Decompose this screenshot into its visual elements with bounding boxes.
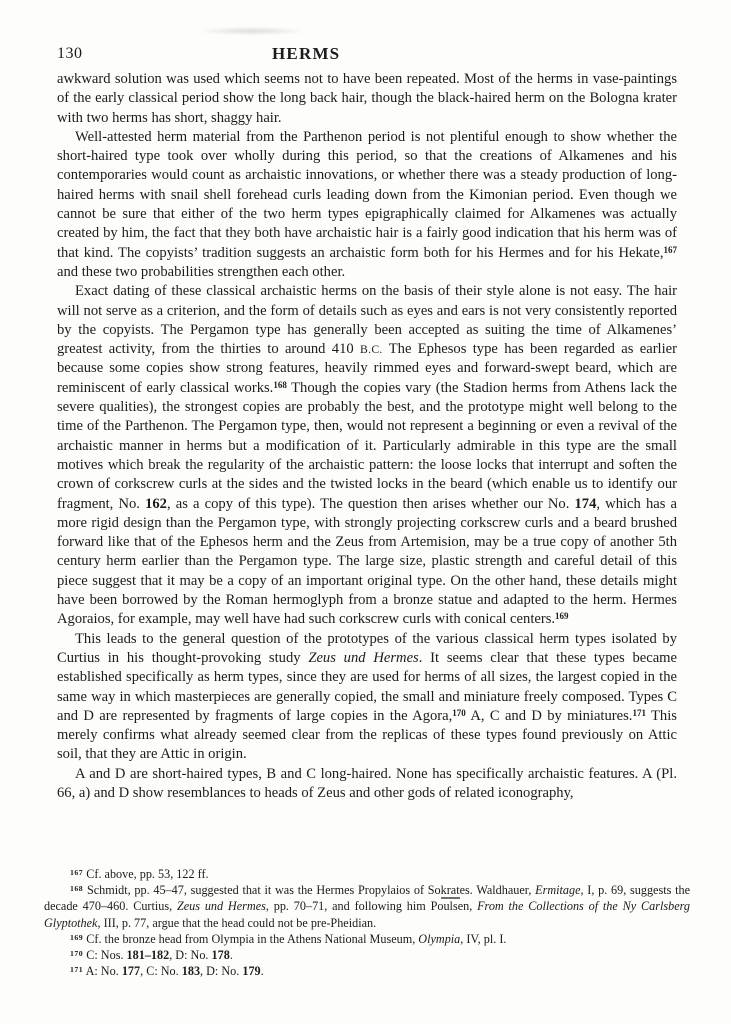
para-1: [57, 70, 677, 128]
footnotes: [44, 866, 690, 979]
footnote-reference: 171: [632, 707, 646, 718]
text-run: Though the copies vary (the Stadion herms from Athens lack the severe qualities), the strongest copies are probably the best, and the prototype might well belong to the time of the Parthenon. The Pergamon type, then, would not represent a beginning or even a revival of the archaistic manner in herms but a modification of it. Particularly admirable in this type are the small motives which break the regularity of the archaistic pattern: the loose locks that interrupt and soften the crown of corkscrew curls at the sides and the twisted locks in the beard (which enable us to identify our fragment, No.: [57, 379, 677, 512]
text-run: This merely confirms what already seemed clear from the replicas of these types found previously on Attic soil, that they are Attic in origin.: [57, 707, 677, 763]
text-run: The Ephesos type has been regarded as earlier because some copies show strong features, heavily rimmed eyes and forward-swept beard, which are reminiscent of early classical works.: [57, 341, 678, 396]
text-run: A: No.: [83, 964, 122, 979]
text-run: , which has a more rigid design than the Pergamon type, with strongly projecting corkscrew curls and a beard brushed forward like that of the Ephesos herm and the Zeus from Artemision, may be a true copy of another 5th century herm earlier than the Pergamon type. The large size, plastic strength and careful detail of this piece suggest that it may be a copy of an important original type. On the other hand, these details might have been borrowed by the Roman hermoglyph from a bronze statue and adapted to the herm. Hermes Agoraios, for example, may well have had such corkscrew curls with conical centers.: [57, 495, 678, 628]
footnote-170: [44, 947, 690, 963]
text-run: .: [229, 948, 233, 963]
text-run: C: Nos.: [83, 948, 127, 963]
text-run: Well-attested herm material from the Parthenon period is not plentiful enough to show whether the short-haired type took over wholly during this period, so that the creations of Alkamenes and his contemporaries would count as archaistic innovations, or whether there was a steady production of long-haired herms with snail shell forehead curls leading down from the Kimonian period. Even though we cannot be sure that either of the two herm types epigraphically claimed for Alkamenes was actually created by him, the fact that they both have archaistic hair is a fairly good indication that his herm was of that kind. The copyists’ tradition suggests an archaistic form both for his Hermes and for his Hekate,: [57, 128, 677, 261]
text-run: and these two probabilities strengthen each other.: [57, 263, 346, 280]
text-run-i: Ermitage: [535, 883, 581, 898]
footnote-reference: 167: [663, 244, 677, 255]
text-run-mark: krat: [440, 883, 460, 898]
text-run: , pp. 70–71, and following him Poulsen,: [265, 899, 478, 914]
para-4: [57, 630, 677, 765]
footnote-167: [44, 866, 690, 882]
text-run-i: Zeus und Hermes: [176, 899, 266, 914]
text-run-i: From the Collections of the Ny Carlsberg Glyptothek: [44, 899, 690, 930]
text-run: Schmidt, pp. 45–47, suggested that it was the Hermes Propylaios of So: [83, 883, 441, 898]
page-number: 130: [57, 45, 83, 62]
text-run: awkward solution was used which seems not to have been repeated. Most of the herms in vase-paintings of the early classical period show the long back hair, though the black-haired herm on the Bologna krater with two herms has short, shaggy hair.: [57, 71, 677, 126]
text-run: Cf. above, pp. 53, 122 ff.: [83, 867, 209, 881]
text-run: , III, p. 77, argue that the head could not be pre-Pheidian.: [97, 915, 377, 930]
text-run-i: Olympia: [418, 931, 461, 946]
text-run-b: 181–182: [126, 948, 170, 963]
para-3: [57, 282, 677, 629]
text-run-b: 183: [181, 964, 201, 979]
footnote-marker: 171: [70, 965, 84, 975]
para-5: [57, 765, 677, 804]
text-run-b: 177: [121, 964, 141, 979]
footnote-169: [44, 931, 690, 947]
text-run-b: 162: [145, 495, 167, 512]
text-run: A and D are short-haired types, B and C long-haired. None has specifically archaistic features. A (Pl. 66, a) and D show resemblances to heads of Zeus and other gods of related iconography,: [57, 765, 677, 801]
text-run: , I, p. 69, suggests the decade 470–460. Curtius,: [44, 883, 690, 914]
text-run: , as a copy of this type). The question then arises whether our No.: [166, 495, 575, 512]
running-head-title: HERMS: [272, 44, 341, 63]
footnote-marker: 168: [70, 884, 84, 894]
text-run: A, C and D by miniatures.: [465, 707, 633, 724]
text-run: , IV, pl. I.: [460, 931, 507, 946]
text-run-b: 178: [211, 948, 230, 963]
text-run: .: [260, 964, 264, 979]
para-2: [57, 128, 677, 282]
footnote-marker: 170: [70, 949, 84, 959]
text-run: , D: No.: [169, 948, 212, 963]
text-run: . It seems clear that these types became established specifically as herm types, since they are used for herms of all sizes, the largest copied in the same way in which masterpieces are generally copied, the small and miniature freely composed. Types C and D are represented by fragments of large copies in the Agora,: [57, 649, 678, 724]
scan-smudge-artifact: [196, 27, 308, 35]
text-run: , C: No.: [140, 964, 182, 979]
text-run: Exact dating of these classical archaistic herms on the basis of their style alone is not easy. The hair will not serve as a criterion, and the form of details such as eyes and ears is not very consistently reported by the copyists. The Pergamon type has generally been accepted as suiting the time of Alkamenes’ greatest activity, from the thirties to around 410: [57, 283, 677, 358]
text-run: Cf. the bronze head from Olympia in the Athens National Museum,: [83, 931, 419, 946]
text-run-sc: B.C.: [360, 343, 383, 357]
footnote-reference: 169: [555, 611, 569, 622]
footnote-marker: 169: [70, 932, 84, 942]
text-run: , D: No.: [200, 964, 243, 979]
footnote-reference: 168: [273, 379, 287, 390]
text-run: es. Waldhauer,: [459, 883, 536, 898]
footnote-marker: 167: [70, 868, 84, 877]
footnote-reference: 170: [452, 707, 466, 718]
footnote-168: [44, 882, 690, 931]
body-text: [57, 70, 677, 803]
footnote-171: [44, 963, 690, 979]
text-run-b: 174: [574, 495, 597, 512]
text-run: This leads to the general question of the prototypes of the various classical herm types isolated by Curtius in his thought-provoking study: [57, 630, 677, 666]
text-run-i: Zeus und Hermes: [308, 649, 419, 666]
text-run-b: 179: [242, 964, 261, 979]
